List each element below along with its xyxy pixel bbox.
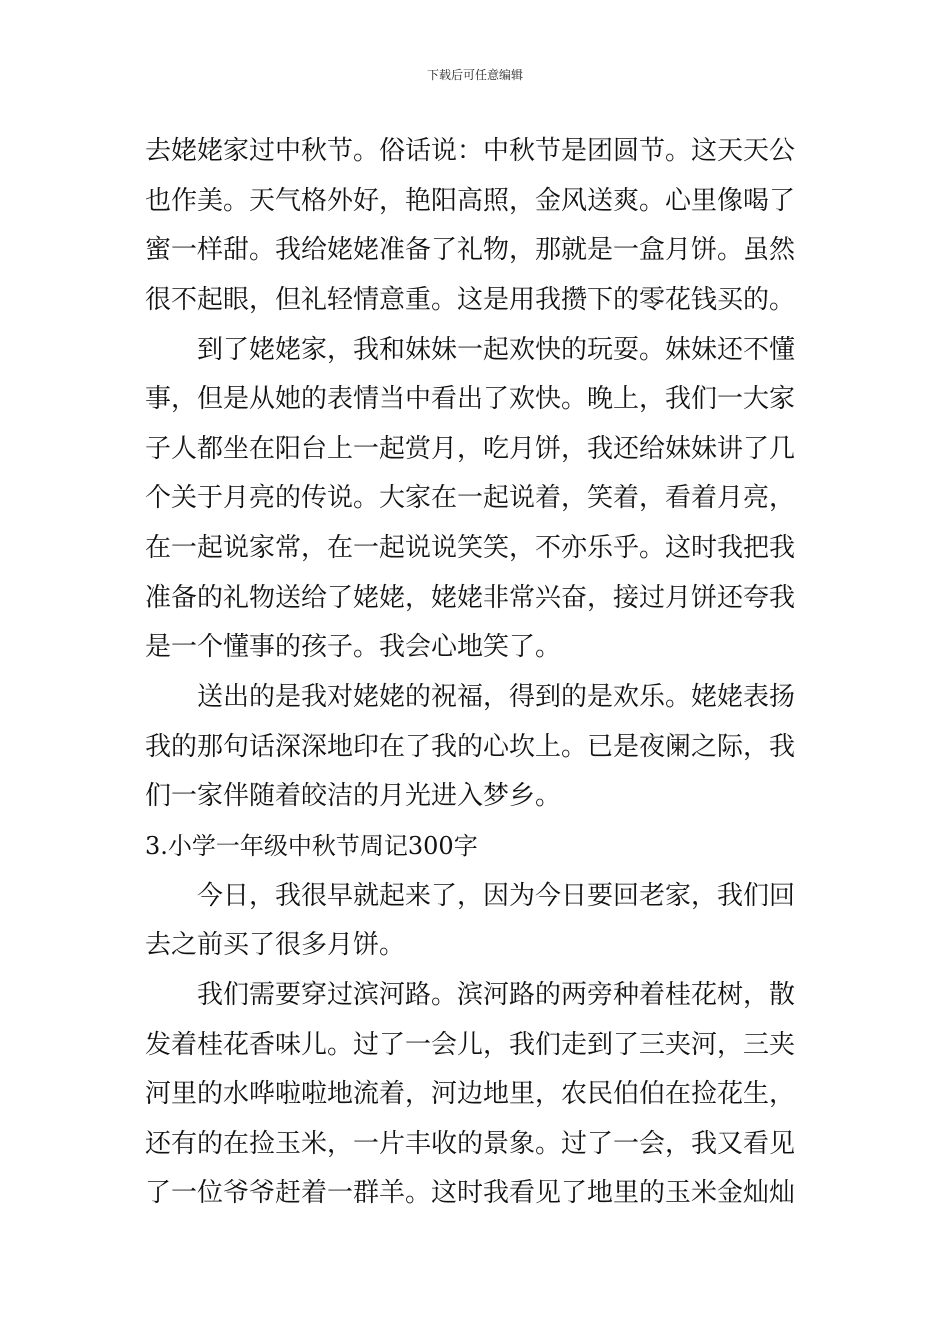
- text-line: 蜜一样甜。我给姥姥准备了礼物，那就是一盒月饼。虽然: [145, 235, 796, 266]
- text-line: 很不起眼，但礼轻情意重。这是用我攒下的零花钱买的。: [145, 284, 796, 315]
- text-line: 事，但是从她的表情当中看出了欢快。晚上，我们一大家: [145, 384, 796, 415]
- text-line: 送出的是我对姥姥的祝福，得到的是欢乐。姥姥表扬: [197, 682, 796, 713]
- text-line: 还有的在捡玉米，一片丰收的景象。过了一会，我又看见: [145, 1128, 796, 1159]
- text-line: 准备的礼物送给了姥姥，姥姥非常兴奋，接过月饼还夸我: [145, 582, 796, 613]
- text-line: 发着桂花香味儿。过了一会儿，我们走到了三夹河，三夹: [145, 1029, 796, 1060]
- document-body: [145, 131, 815, 1223]
- section-heading: 3.小学一年级中秋节周记300字: [145, 831, 478, 860]
- text-line: 们一家伴随着皎洁的月光进入梦乡。: [145, 781, 562, 812]
- text-line: 个关于月亮的传说。大家在一起说着，笑着，看着月亮，: [145, 483, 796, 514]
- text-line: 今日，我很早就起来了，因为今日要回老家，我们回: [197, 880, 796, 911]
- text-line: 我们需要穿过滨河路。滨河路的两旁种着桂花树，散: [197, 979, 796, 1010]
- text-line: 是一个懂事的孩子。我会心地笑了。: [145, 632, 562, 663]
- text-line: 去之前买了很多月饼。: [145, 930, 406, 961]
- text-line: 我的那句话深深地印在了我的心坎上。已是夜阑之际，我: [145, 731, 796, 762]
- text-line: 去姥姥家过中秋节。俗话说：中秋节是团圆节。这天天公: [145, 136, 796, 166]
- text-line: 在一起说家常，在一起说说笑笑，不亦乐乎。这时我把我: [145, 533, 796, 564]
- page-header: 下载后可任意编辑: [426, 68, 523, 82]
- text-line: 河里的水哗啦啦地流着，河边地里，农民伯伯在捡花生，: [145, 1079, 796, 1110]
- text-line: 了一位爷爷赶着一群羊。这时我看见了地里的玉米金灿灿: [145, 1178, 796, 1209]
- text-line: 到了姥姥家，我和妹妹一起欢快的玩耍。妹妹还不懂: [197, 334, 796, 365]
- text-line: 子人都坐在阳台上一起赏月，吃月饼，我还给妹妹讲了几: [145, 433, 796, 464]
- text-line: 也作美。天气格外好，艳阳高照，金风送爽。心里像喝了: [145, 185, 796, 216]
